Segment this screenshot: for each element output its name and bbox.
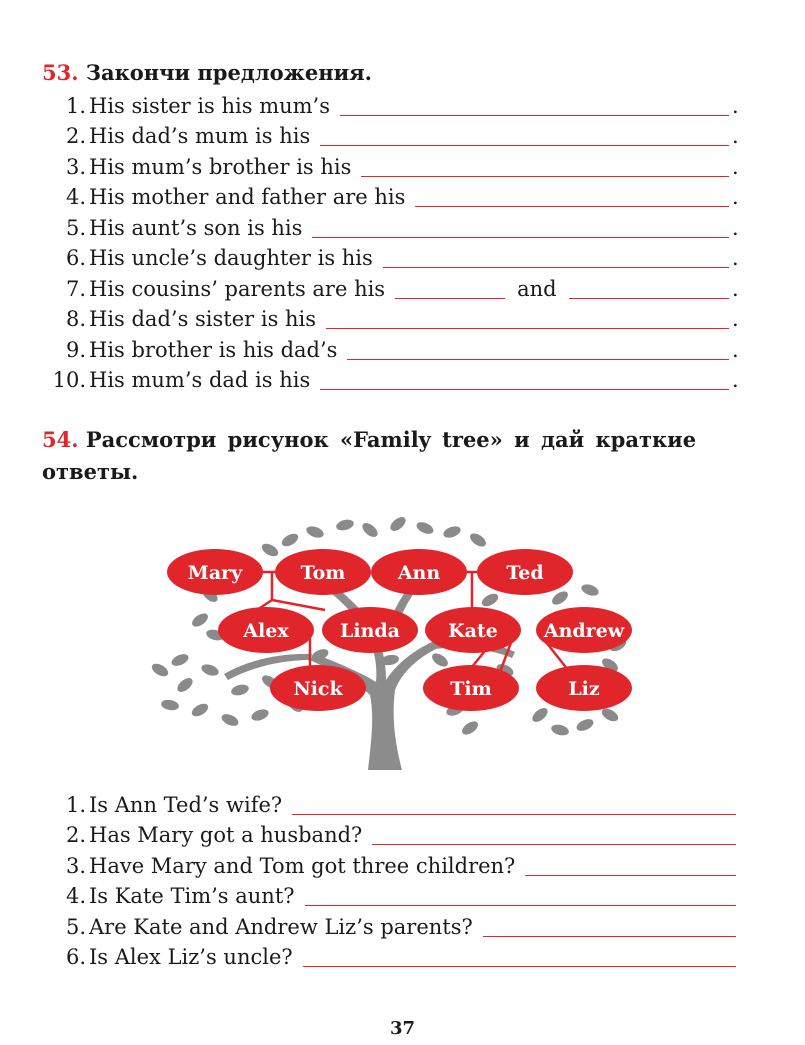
- exercise-53-list: [40, 88, 740, 393]
- item-number: 4.: [65, 185, 86, 209]
- person-linda: [322, 607, 418, 653]
- person-andrew: [536, 607, 632, 653]
- family-tree-illustration: [140, 510, 640, 770]
- question-item: [40, 909, 736, 940]
- list-item: [40, 88, 740, 119]
- question-number: 4.: [65, 884, 86, 908]
- exercise-54-number: 54.: [42, 427, 79, 452]
- answer-blank-second[interactable]: [569, 276, 729, 299]
- answer-blank[interactable]: [292, 792, 736, 815]
- item-text: His mother and father are his: [89, 185, 406, 209]
- item-number: 9.: [65, 337, 86, 362]
- answer-blank[interactable]: [483, 914, 736, 937]
- end-period: .: [732, 246, 739, 270]
- question-item: [40, 818, 736, 849]
- answer-blank[interactable]: [326, 306, 729, 329]
- item-number: 6.: [65, 246, 86, 270]
- item-number: 3.: [65, 154, 86, 179]
- list-item: [40, 180, 740, 211]
- item-number: 1.: [65, 93, 86, 118]
- answer-blank[interactable]: [415, 184, 729, 207]
- list-item: [40, 271, 740, 302]
- item-text: His aunt’s son is his: [89, 215, 303, 240]
- end-period: .: [732, 185, 739, 209]
- person-ann: [371, 549, 467, 595]
- end-period: .: [732, 337, 739, 362]
- person-kate: [425, 607, 521, 653]
- person-name: Nick: [293, 678, 343, 700]
- item-number: 7.: [65, 276, 86, 301]
- end-period: .: [732, 368, 739, 392]
- end-period: .: [732, 124, 739, 148]
- person-ted: [477, 549, 573, 595]
- list-item: [40, 241, 740, 272]
- item-text: His mum’s brother is his: [89, 154, 352, 179]
- question-item: [40, 787, 736, 818]
- exercise-54-questions: [40, 787, 736, 970]
- list-item: [40, 149, 740, 180]
- answer-blank[interactable]: [383, 245, 729, 268]
- answer-blank[interactable]: [361, 154, 729, 177]
- exercise-53-heading: [42, 58, 372, 88]
- question-number: 5.: [65, 914, 86, 939]
- person-name: Tim: [450, 678, 492, 700]
- person-name: Alex: [243, 620, 289, 642]
- person-tim: [423, 665, 519, 711]
- person-name: Liz: [568, 678, 600, 700]
- item-text: His uncle’s daughter is his: [89, 246, 373, 270]
- question-number: 3.: [65, 853, 86, 878]
- answer-blank[interactable]: [320, 367, 729, 390]
- exercise-53-title: Закончи предложения.: [85, 60, 372, 85]
- item-text: His dad’s sister is his: [89, 307, 317, 331]
- answer-blank[interactable]: [320, 123, 729, 146]
- exercise-54-heading: [42, 425, 696, 455]
- person-nick: [270, 665, 366, 711]
- person-liz: [536, 665, 632, 711]
- answer-blank[interactable]: [372, 822, 736, 845]
- person-name: Tom: [300, 562, 346, 584]
- answer-blank[interactable]: [340, 93, 729, 116]
- person-tom: [275, 549, 371, 595]
- and-word: and: [517, 276, 557, 301]
- person-name: Linda: [340, 620, 400, 642]
- end-period: .: [732, 276, 739, 301]
- question-number: 1.: [65, 792, 86, 817]
- list-item: [40, 363, 740, 394]
- item-text: His brother is his dad’s: [89, 337, 338, 362]
- person-name: Andrew: [543, 620, 625, 642]
- answer-blank[interactable]: [347, 337, 729, 360]
- list-item: [40, 119, 740, 150]
- question-text: Has Mary got a husband?: [89, 823, 363, 847]
- question-item: [40, 879, 736, 910]
- answer-blank[interactable]: [312, 215, 729, 238]
- item-text: His sister is his mum’s: [89, 93, 330, 118]
- list-item: [40, 302, 740, 333]
- item-number: 2.: [65, 124, 86, 148]
- question-number: 6.: [65, 945, 86, 969]
- person-name: Mary: [187, 562, 243, 584]
- answer-blank-first[interactable]: [395, 276, 505, 299]
- exercise-54-title: Рассмотри рисунок «Family tree» и дай краткие: [85, 427, 697, 452]
- person-name: Kate: [448, 620, 498, 642]
- exercise-54-heading-line2: [42, 457, 138, 487]
- list-item: [40, 332, 740, 363]
- item-text: His cousins’ parents are his: [89, 276, 386, 301]
- question-text: Is Kate Tim’s aunt?: [89, 884, 295, 908]
- end-period: .: [732, 154, 739, 179]
- end-period: .: [732, 215, 739, 240]
- question-text: Are Kate and Andrew Liz’s parents?: [89, 914, 473, 939]
- person-alex: [218, 607, 314, 653]
- person-name: Ann: [397, 562, 441, 584]
- question-item: [40, 940, 736, 971]
- list-item: [40, 210, 740, 241]
- question-text: Is Alex Liz’s uncle?: [89, 945, 293, 969]
- item-number: 8.: [65, 307, 86, 331]
- end-period: .: [732, 307, 739, 331]
- person-name: Ted: [506, 562, 544, 584]
- answer-blank[interactable]: [525, 853, 736, 876]
- page-number: 37: [389, 1018, 416, 1039]
- question-text: Is Ann Ted’s wife?: [89, 792, 283, 817]
- exercise-53-number: 53.: [42, 60, 79, 85]
- item-number: 5.: [65, 215, 86, 240]
- person-mary: [167, 549, 263, 595]
- item-text: His dad’s mum is his: [89, 124, 311, 148]
- item-text: His mum’s dad is his: [89, 368, 311, 392]
- answer-blank[interactable]: [305, 883, 736, 906]
- item-number: 10.: [52, 368, 86, 392]
- question-item: [40, 848, 736, 879]
- exercise-54-title-cont: ответы.: [42, 459, 139, 484]
- question-text: Have Mary and Tom got three children?: [89, 853, 516, 878]
- family-tree-svg: [140, 510, 640, 770]
- answer-blank[interactable]: [303, 944, 736, 967]
- end-period: .: [732, 93, 739, 118]
- question-number: 2.: [65, 823, 86, 847]
